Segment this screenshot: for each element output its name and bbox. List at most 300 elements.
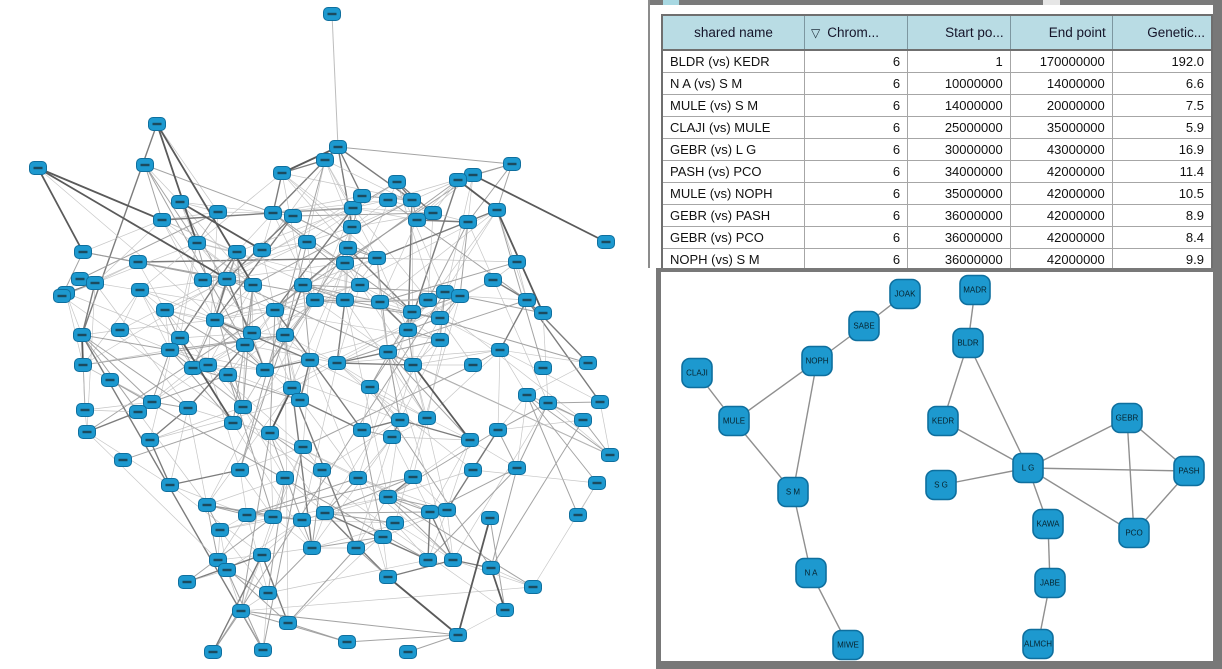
network-node[interactable] [260,587,277,600]
network-view-subgraph[interactable] [656,268,1222,669]
table-row[interactable] [662,73,1212,95]
network-node[interactable] [337,257,354,270]
network-node[interactable] [77,404,94,417]
network-node[interactable] [337,294,354,307]
network-node[interactable] [492,344,509,357]
table-cell: 8.4 [1112,227,1212,249]
filter-funnel-icon: ▽ [811,26,821,40]
network-node[interactable] [404,306,421,319]
table-cell: 6 [805,161,908,183]
subgraph-node-noph[interactable] [802,347,832,376]
network-node[interactable] [504,158,521,171]
subgraph-edge [793,361,817,492]
network-node[interactable] [450,629,467,642]
network-node[interactable] [210,206,227,219]
table-row[interactable] [662,117,1212,139]
network-node[interactable] [372,296,389,309]
network-node[interactable] [490,424,507,437]
node-label-smudge [513,261,522,263]
network-node[interactable] [239,509,256,522]
network-node[interactable] [299,236,316,249]
subgraph-node-label: BLDR [957,338,979,348]
table-cell: 16.9 [1112,139,1212,161]
node-label-smudge [176,201,185,203]
network-node[interactable] [172,196,189,209]
network-node[interactable] [257,364,274,377]
network-node[interactable] [54,290,71,303]
node-label-smudge [539,312,548,314]
network-node[interactable] [207,314,224,327]
network-node[interactable] [350,472,367,485]
network-node[interactable] [460,216,477,229]
network-node[interactable] [277,472,294,485]
node-label-smudge [146,439,155,441]
network-node[interactable] [219,564,236,577]
network-node[interactable] [535,307,552,320]
network-edge [215,320,310,360]
network-node[interactable] [437,286,454,299]
column-header-4[interactable] [1112,15,1212,50]
network-node[interactable] [87,277,104,290]
network-node[interactable] [405,471,422,484]
network-node[interactable] [329,357,346,370]
table-cell: MULE (vs) S M [662,95,805,117]
subgraph-edge [968,343,1028,468]
network-node[interactable] [254,549,271,562]
network-node[interactable] [465,169,482,182]
network-node[interactable] [384,431,401,444]
network-node[interactable] [535,362,552,375]
subgraph-node-claji[interactable] [682,359,712,388]
node-label-smudge [593,482,602,484]
network-node[interactable] [450,174,467,187]
network-node[interactable] [452,290,469,303]
network-node[interactable] [540,397,557,410]
subgraph-node-label: JABE [1039,578,1061,588]
network-node[interactable] [602,449,619,462]
table-cell: 10000000 [908,73,1011,95]
network-node[interactable] [162,479,179,492]
node-label-smudge [496,349,505,351]
network-node[interactable] [339,636,356,649]
network-node[interactable] [462,434,479,447]
network-edge [123,423,233,460]
subgraph-node-s-g[interactable] [926,471,956,500]
network-node[interactable] [220,369,237,382]
node-label-smudge [81,409,90,411]
subgraph-node-pash[interactable] [1174,457,1204,486]
network-node[interactable] [162,344,179,357]
node-label-smudge [79,364,88,366]
node-label-smudge [341,262,350,264]
network-node[interactable] [280,617,297,630]
network-node[interactable] [445,554,462,567]
subgraph-node-bldr[interactable] [953,329,983,358]
node-label-smudge [523,299,532,301]
table-row[interactable] [662,227,1212,249]
network-node[interactable] [112,324,129,337]
network-node[interactable] [422,506,439,519]
column-header-2[interactable] [908,15,1011,50]
subgraph-node-label: L G [1021,463,1035,473]
node-label-smudge [271,309,280,311]
network-edge [548,403,610,455]
node-label-smudge [596,401,605,403]
node-label-smudge [469,174,478,176]
node-label-smudge [288,387,297,389]
network-node[interactable] [317,154,334,167]
node-label-smudge [333,362,342,364]
network-node[interactable] [369,252,386,265]
node-label-smudge [166,484,175,486]
node-label-smudge [214,211,223,213]
node-label-smudge [119,459,128,461]
network-node[interactable] [157,304,174,317]
column-header-label: Chrom... [827,25,879,40]
column-header-0[interactable] [662,15,805,50]
network-node[interactable] [389,176,406,189]
network-node[interactable] [74,329,91,342]
subgraph-node-sabe[interactable] [849,312,879,341]
column-header-1[interactable] [805,15,908,50]
node-label-smudge [379,536,388,538]
network-node[interactable] [292,394,309,407]
network-edge [288,548,356,623]
node-label-smudge [134,411,143,413]
network-edge [413,418,427,477]
network-node[interactable] [387,517,404,530]
network-node[interactable] [380,491,397,504]
node-label-smudge [116,329,125,331]
network-node[interactable] [432,334,449,347]
network-node[interactable] [380,571,397,584]
network-edge-highlight [38,168,162,220]
network-node[interactable] [352,279,369,292]
network-node[interactable] [392,414,409,427]
network-node[interactable] [324,8,341,21]
node-label-smudge [454,179,463,181]
subgraph-node-miwe[interactable] [833,631,863,660]
network-node[interactable] [235,401,252,414]
node-label-smudge [376,301,385,303]
network-node[interactable] [144,396,161,409]
network-node[interactable] [137,159,154,172]
network-node[interactable] [265,207,282,220]
network-node[interactable] [420,294,437,307]
network-node[interactable] [285,210,302,223]
network-node[interactable] [75,359,92,372]
subgraph-node-kedr[interactable] [928,407,958,436]
network-node[interactable] [265,511,282,524]
network-node[interactable] [233,605,250,618]
node-label-smudge [489,279,498,281]
network-node[interactable] [232,464,249,477]
network-node[interactable] [205,646,222,659]
network-node[interactable] [255,644,272,657]
node-label-smudge [409,476,418,478]
node-label-smudge [348,226,357,228]
network-node[interactable] [304,542,321,555]
subgraph-node-n-a[interactable] [796,559,826,588]
node-label-smudge [236,469,245,471]
network-node[interactable] [172,332,189,345]
table-cell: 42000000 [1010,227,1112,249]
network-node[interactable] [525,581,542,594]
table-row[interactable] [662,139,1212,161]
network-node[interactable] [509,462,526,475]
node-label-smudge [248,332,257,334]
node-label-smudge [303,241,312,243]
network-node[interactable] [130,256,147,269]
network-node[interactable] [237,339,254,352]
network-node[interactable] [277,329,294,342]
network-node[interactable] [262,427,279,440]
node-label-smudge [344,247,353,249]
subgraph-node-mule[interactable] [719,407,749,436]
node-label-smudge [189,367,198,369]
table-cell: 9.9 [1112,249,1212,272]
network-node[interactable] [212,524,229,537]
network-edge [427,350,500,418]
node-label-smudge [281,477,290,479]
node-label-smudge [574,514,583,516]
network-node[interactable] [380,346,397,359]
network-edge [337,280,493,363]
network-node[interactable] [200,359,217,372]
network-node[interactable] [142,434,159,447]
network-node[interactable] [317,507,334,520]
network-node[interactable] [130,406,147,419]
network-node[interactable] [294,514,311,527]
subgraph-node-almch[interactable] [1023,630,1053,659]
network-node[interactable] [485,274,502,287]
network-edge [388,470,473,497]
network-node[interactable] [592,396,609,409]
network-node[interactable] [219,273,236,286]
node-label-smudge [443,509,452,511]
network-node[interactable] [185,362,202,375]
table-cell: 36000000 [908,249,1011,272]
network-node[interactable] [354,190,371,203]
node-label-smudge [269,212,278,214]
network-node[interactable] [30,162,47,175]
table-cell: 11.4 [1112,161,1212,183]
network-node[interactable] [405,359,422,372]
edge-attribute-table[interactable] [661,14,1213,272]
node-label-smudge [341,299,350,301]
network-node[interactable] [284,382,301,395]
node-label-smudge [161,309,170,311]
network-node[interactable] [519,389,536,402]
network-edge-long [332,14,338,147]
column-header-label: Start po... [945,25,1004,40]
node-label-smudge [153,123,162,125]
network-node[interactable] [132,284,149,297]
node-label-smudge [258,554,267,556]
node-label-smudge [487,567,496,569]
node-label-smudge [544,402,553,404]
network-node[interactable] [330,141,347,154]
network-node[interactable] [497,604,514,617]
node-label-smudge [223,569,232,571]
network-node[interactable] [432,312,449,325]
node-label-smudge [539,367,548,369]
network-node[interactable] [375,531,392,544]
network-node[interactable] [348,542,365,555]
table-cell: 36000000 [908,227,1011,249]
node-label-smudge [237,610,246,612]
network-node[interactable] [420,554,437,567]
network-node[interactable] [482,512,499,525]
subgraph-node-madr[interactable] [960,276,990,305]
subgraph-node-gebr[interactable] [1112,404,1142,433]
node-label-smudge [79,251,88,253]
network-edge-highlight [458,518,490,635]
network-node[interactable] [483,562,500,575]
node-label-smudge [393,181,402,183]
network-node[interactable] [344,221,361,234]
network-node[interactable] [102,374,119,387]
network-node[interactable] [380,194,397,207]
node-label-smudge [176,337,185,339]
table-cell: 25000000 [908,117,1011,139]
network-node[interactable] [180,402,197,415]
node-label-smudge [349,207,358,209]
network-node[interactable] [489,204,506,217]
network-node[interactable] [400,646,417,659]
network-node[interactable] [465,464,482,477]
node-label-smudge [409,364,418,366]
panel-divider [648,0,650,268]
node-label-smudge [343,641,352,643]
node-label-smudge [261,369,270,371]
network-node[interactable] [314,464,331,477]
node-label-smudge [384,496,393,498]
network-node[interactable] [570,509,587,522]
network-node[interactable] [589,477,606,490]
node-label-smudge [423,417,432,419]
subgraph-node-label: GEBR [1115,413,1139,423]
table-cell: 42000000 [1010,249,1112,272]
table-row[interactable] [662,95,1212,117]
node-label-smudge [239,406,248,408]
node-label-smudge [166,349,175,351]
subgraph-node-kawa[interactable] [1033,510,1063,539]
network-node[interactable] [439,504,456,517]
column-header-label: shared name [694,25,773,40]
network-node[interactable] [229,246,246,259]
network-node[interactable] [345,202,362,215]
network-node[interactable] [75,246,92,259]
network-node[interactable] [419,412,436,425]
subgraph-node-l-g[interactable] [1013,454,1043,483]
network-node[interactable] [179,576,196,589]
table-row[interactable] [662,161,1212,183]
subgraph-node-label: KEDR [931,416,955,426]
node-label-smudge [523,394,532,396]
network-node[interactable] [79,426,96,439]
network-node[interactable] [244,327,261,340]
network-node[interactable] [465,359,482,372]
network-edge [268,548,312,593]
node-label-smudge [384,576,393,578]
network-node[interactable] [115,454,132,467]
network-node[interactable] [354,424,371,437]
node-label-smudge [204,364,213,366]
subgraph-node-pco[interactable] [1119,519,1149,548]
network-node[interactable] [195,274,212,287]
network-node[interactable] [199,499,216,512]
column-header-3[interactable] [1010,15,1112,50]
subgraph-canvas[interactable] [661,272,1213,661]
node-label-smudge [358,429,367,431]
table-cell: 6 [805,249,908,272]
network-node[interactable] [400,324,417,337]
network-node[interactable] [307,294,324,307]
table-row[interactable] [662,50,1212,73]
network-node[interactable] [149,118,166,131]
network-node[interactable] [362,381,379,394]
subgraph-edge [1028,468,1189,471]
network-node[interactable] [580,357,597,370]
subgraph-node-jabe[interactable] [1035,569,1065,598]
network-node[interactable] [598,236,615,249]
network-edge [460,222,468,296]
network-edge [241,611,458,635]
network-node[interactable] [409,214,426,227]
table-cell: GEBR (vs) PCO [662,227,805,249]
node-label-smudge [321,159,330,161]
network-node[interactable] [72,273,89,286]
node-label-smudge [296,399,305,401]
node-label-smudge [334,146,343,148]
subgraph-node-s-m[interactable] [778,478,808,507]
node-label-smudge [358,195,367,197]
network-edge-highlight [388,577,458,635]
subgraph-node-label: S M [785,487,801,497]
network-node[interactable] [295,441,312,454]
network-node[interactable] [225,417,242,430]
node-label-smudge [424,299,433,301]
network-edge [337,363,413,365]
network-node[interactable] [340,242,357,255]
network-edge [268,560,428,593]
network-node[interactable] [154,214,171,227]
network-node[interactable] [245,279,262,292]
node-label-smudge [404,329,413,331]
network-node[interactable] [519,294,536,307]
subgraph-node-joak[interactable] [890,280,920,309]
network-edge [338,147,512,164]
network-node[interactable] [267,304,284,317]
network-node[interactable] [404,194,421,207]
node-label-smudge [78,334,87,336]
table-row[interactable] [662,183,1212,205]
node-label-smudge [424,559,433,561]
network-node[interactable] [425,207,442,220]
network-edge [428,512,430,560]
node-label-smudge [76,278,85,280]
network-node[interactable] [189,237,206,250]
network-node[interactable] [302,354,319,367]
network-node[interactable] [254,244,271,257]
subgraph-node-label: PASH [1178,466,1200,476]
network-node[interactable] [575,414,592,427]
network-node[interactable] [274,167,291,180]
network-node[interactable] [509,256,526,269]
network-node[interactable] [295,279,312,292]
table-row[interactable] [662,205,1212,227]
